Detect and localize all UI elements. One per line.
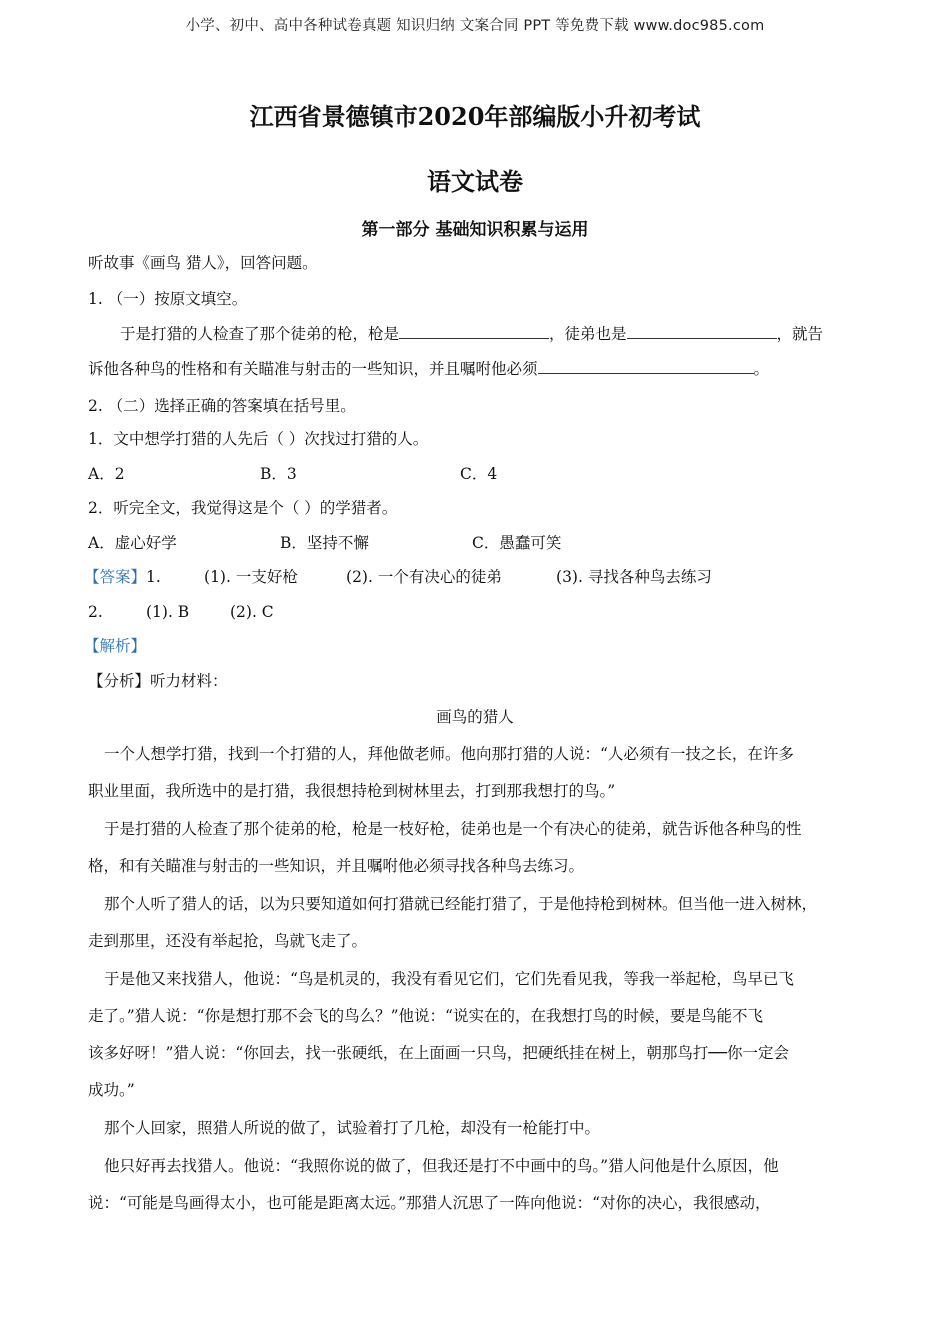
option-b: B．3 xyxy=(260,465,297,483)
answer-item: (2). C xyxy=(230,603,274,621)
story-line: 职业里面，我所选中的是打猎，我很想持枪到树林里去，打到那我想打的鸟。” xyxy=(88,782,616,800)
fill-text: 于是打猎的人检查了那个徒弟的枪，枪是 xyxy=(120,325,400,343)
q2-heading: 2. （二）选择正确的答案填在括号里。 xyxy=(88,397,356,415)
exam-subtitle: 语文试卷 xyxy=(427,167,523,196)
answer-label: 【答案】 xyxy=(84,568,147,586)
q1-fill-line-1 xyxy=(120,323,823,345)
answer-line-1 xyxy=(84,566,712,588)
answer-blank-3[interactable] xyxy=(538,358,754,374)
story-line: 一个人想学打猎，找到一个打猎的人，拜他做老师。他向那打猎的人说：“人必须有一技之长，在许多 xyxy=(104,745,794,763)
option-b: B．坚持不懈 xyxy=(280,534,369,552)
fill-text: ，徒弟也是 xyxy=(549,325,627,343)
exam-title: 江西省景德镇市2020年部编版小升初考试 xyxy=(249,102,701,131)
q2-sub2-options xyxy=(88,532,561,554)
story-line: 成功。” xyxy=(88,1081,135,1099)
intro-text: 听故事《画鸟 猎人》，回答问题。 xyxy=(88,254,318,272)
option-c: C．4 xyxy=(460,465,498,483)
q1-fill-line-2 xyxy=(88,358,769,380)
option-c: C．愚蠢可笑 xyxy=(472,534,562,552)
answer-line-2 xyxy=(88,601,274,623)
story-line: 那个人听了猎人的话，以为只要知道如何打猎就已经能打猎了，于是他持枪到树林。但当他一进入树林， xyxy=(104,895,818,913)
story-line: 于是打猎的人检查了那个徒弟的枪，枪是一枝好枪，徒弟也是一个有决心的徒弟，就告诉他各种鸟的性 xyxy=(104,820,802,838)
story-line: 他只好再去找猎人。他说：“我照你说的做了，但我还是打不中画中的鸟。”猎人问他是什么原因，他 xyxy=(104,1157,779,1175)
answer-item: (1). B xyxy=(146,603,190,621)
answer-num: 2. xyxy=(88,603,103,621)
option-a: A．虚心好学 xyxy=(88,534,177,552)
story-line: 那个人回家，照猎人所说的做了，试验着打了几枪，却没有一枪能打中。 xyxy=(104,1119,601,1137)
fill-text: 诉他各种鸟的性格和有关瞄准与射击的一些知识，并且嘱咐他必须 xyxy=(88,360,538,378)
story-line: 该多好呀！”猎人说：“你回去，找一张硬纸，在上面画一只鸟，把硬纸挂在树上，朝那鸟打──你一定会 xyxy=(88,1044,790,1062)
answer-item: (3). 寻找各种鸟去练习 xyxy=(556,568,712,586)
analysis-label: 【解析】 xyxy=(84,637,147,655)
story-line: 走了。”猎人说：“你是想打那不会飞的鸟么？”他说：“说实在的，在我想打鸟的时候，要是鸟能不飞 xyxy=(88,1007,763,1025)
story-line: 说：“可能是鸟画得太小，也可能是距离太远。”那猎人沉思了一阵向他说：“对你的决心，我很感动， xyxy=(88,1194,771,1212)
fill-text: ，就告 xyxy=(776,325,824,343)
q2-sub1: 1．文中想学打猎的人先后（ ）次找过打猎的人。 xyxy=(88,430,429,448)
site-banner: 小学、初中、高中各种试卷真题 知识归纳 文案合同 PPT 等免费下载 www.doc985.com xyxy=(185,18,765,34)
story-line: 格，和有关瞄准与射击的一些知识，并且嘱咐他必须寻找各种鸟去练习。 xyxy=(88,857,585,875)
q1-heading: 1. （一）按原文填空。 xyxy=(88,290,248,308)
section-heading: 第一部分 基础知识积累与运用 xyxy=(361,220,589,240)
story-title: 画鸟的猎人 xyxy=(436,708,514,726)
analysis-intro: 【分析】听力材料： xyxy=(88,672,228,690)
option-a: A．2 xyxy=(88,465,125,483)
answer-blank-2[interactable] xyxy=(627,323,777,339)
story-line: 于是他又来找猎人，他说：“鸟是机灵的，我没有看见它们，它们先看见我，等我一举起枪，鸟早已飞 xyxy=(104,970,794,988)
q2-sub1-options xyxy=(88,463,497,485)
answer-num: 1. xyxy=(146,568,161,586)
answer-item: (1). 一支好枪 xyxy=(204,568,298,586)
fill-text: 。 xyxy=(753,360,770,378)
answer-blank-1[interactable] xyxy=(399,323,549,339)
answer-item: (2). 一个有决心的徒弟 xyxy=(346,568,502,586)
story-line: 走到那里，还没有举起抢，鸟就飞走了。 xyxy=(88,932,368,950)
q2-sub2: 2．听完全文，我觉得这是个（ ）的学猎者。 xyxy=(88,499,398,517)
